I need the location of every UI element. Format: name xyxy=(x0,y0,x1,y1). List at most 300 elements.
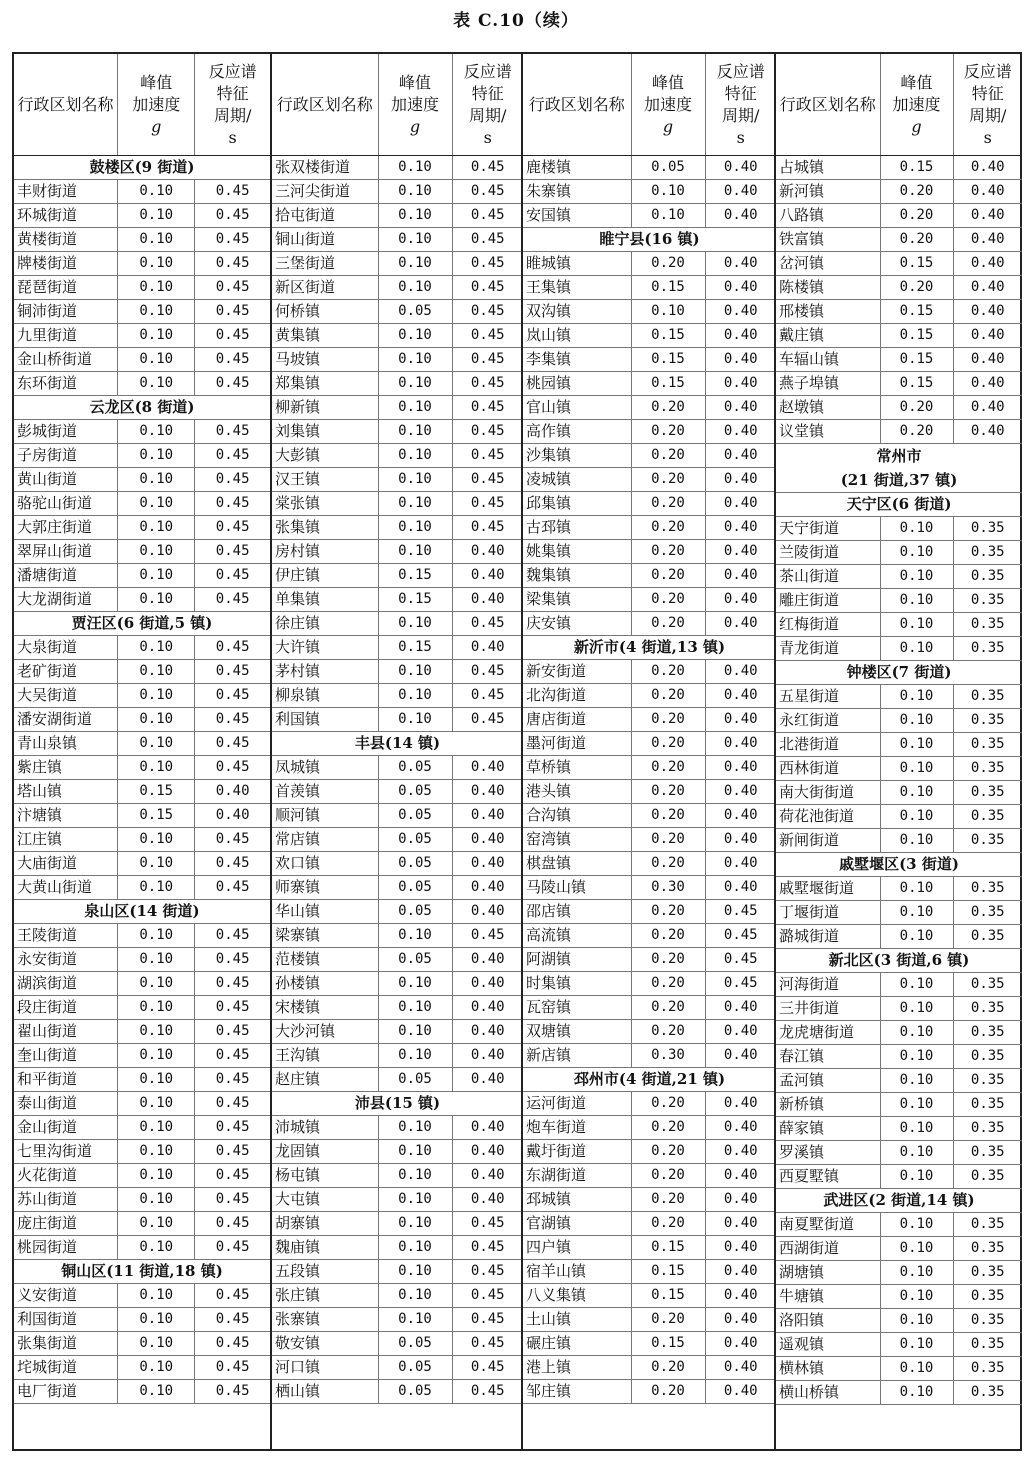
table-row xyxy=(776,709,1022,733)
characteristic-period-value: 0.40 xyxy=(452,852,523,876)
table-row xyxy=(272,444,523,468)
peak-acceleration-value: 0.20 xyxy=(631,852,705,876)
table-row xyxy=(523,1188,776,1212)
peak-acceleration-value: 0.15 xyxy=(378,564,452,588)
group-header-row xyxy=(523,1068,776,1092)
peak-acceleration-value: 0.10 xyxy=(880,1333,953,1357)
peak-acceleration-value: 0.20 xyxy=(631,996,705,1020)
district-name: 合沟镇 xyxy=(523,804,631,828)
characteristic-period-value: 0.40 xyxy=(705,804,776,828)
characteristic-period-value: 0.40 xyxy=(452,564,523,588)
peak-acceleration-value: 0.15 xyxy=(118,780,195,804)
district-name: 西林街道 xyxy=(776,757,880,781)
district-name: 瓦窑镇 xyxy=(523,996,631,1020)
characteristic-period-value: 0.40 xyxy=(705,780,776,804)
district-name: 火花街道 xyxy=(14,1164,118,1188)
district-name: 青龙街道 xyxy=(776,637,880,661)
characteristic-period-value: 0.45 xyxy=(195,876,270,900)
district-name: 新闸街道 xyxy=(776,829,880,853)
table-row xyxy=(14,804,270,828)
characteristic-period-value: 0.40 xyxy=(705,156,776,180)
peak-acceleration-value: 0.15 xyxy=(631,276,705,300)
table-row xyxy=(14,948,270,972)
group-title: 新沂市(4 街道,13 镇) xyxy=(523,636,776,660)
characteristic-period-value: 0.45 xyxy=(452,516,523,540)
table-row xyxy=(776,1309,1022,1333)
peak-acceleration-value: 0.20 xyxy=(880,396,953,420)
characteristic-period-value: 0.40 xyxy=(705,1164,776,1188)
characteristic-period-value: 0.45 xyxy=(195,1140,270,1164)
peak-acceleration-value: 0.20 xyxy=(631,612,705,636)
district-name: 丰财街道 xyxy=(14,180,118,204)
peak-acceleration-value: 0.05 xyxy=(378,804,452,828)
characteristic-period-value: 0.45 xyxy=(452,1308,523,1332)
peak-acceleration-value: 0.10 xyxy=(118,1044,195,1068)
peak-acceleration-value: 0.05 xyxy=(378,1068,452,1092)
district-name: 大庙街道 xyxy=(14,852,118,876)
district-name: 棋盘镇 xyxy=(523,852,631,876)
table-section xyxy=(776,54,1022,1405)
table-row xyxy=(776,781,1022,805)
table-row xyxy=(776,372,1022,396)
peak-acceleration-value: 0.15 xyxy=(631,348,705,372)
group-title: 鼓楼区(9 街道) xyxy=(14,156,270,180)
district-name: 郑集镇 xyxy=(272,372,378,396)
peak-acceleration-value: 0.10 xyxy=(118,996,195,1020)
peak-acceleration-value: 0.10 xyxy=(118,276,195,300)
group-header-row xyxy=(14,156,270,180)
characteristic-period-value: 0.35 xyxy=(953,925,1022,949)
table-row xyxy=(523,1140,776,1164)
header-period-line2: 特征 xyxy=(216,83,249,103)
peak-acceleration-value: 0.10 xyxy=(118,684,195,708)
header-period-line1: 反应谱 xyxy=(963,61,1012,81)
seismic-parameter-table xyxy=(12,52,1022,1451)
characteristic-period-value: 0.45 xyxy=(705,900,776,924)
peak-acceleration-value: 0.10 xyxy=(880,1165,953,1189)
district-name: 敬安镇 xyxy=(272,1332,378,1356)
district-name: 大龙湖街道 xyxy=(14,588,118,612)
characteristic-period-value: 0.40 xyxy=(705,1092,776,1116)
district-name: 塔山镇 xyxy=(14,780,118,804)
characteristic-period-value: 0.45 xyxy=(452,300,523,324)
district-name: 八义集镇 xyxy=(523,1284,631,1308)
table-row xyxy=(14,1164,270,1188)
district-name: 和平街道 xyxy=(14,1068,118,1092)
characteristic-period-value: 0.40 xyxy=(705,324,776,348)
district-name: 伊庄镇 xyxy=(272,564,378,588)
table-row xyxy=(272,780,523,804)
table-row xyxy=(523,1284,776,1308)
peak-acceleration-value: 0.10 xyxy=(378,156,452,180)
table-row xyxy=(272,180,523,204)
peak-acceleration-value: 0.20 xyxy=(631,1188,705,1212)
district-name: 高流镇 xyxy=(523,924,631,948)
characteristic-period-value: 0.35 xyxy=(953,901,1022,925)
table-row xyxy=(272,708,523,732)
table-row xyxy=(272,972,523,996)
table-row xyxy=(14,684,270,708)
characteristic-period-value: 0.45 xyxy=(195,540,270,564)
table-row xyxy=(272,900,523,924)
table-row xyxy=(272,1068,523,1092)
header-characteristic-period xyxy=(705,54,776,156)
group-header-row xyxy=(14,612,270,636)
table-row xyxy=(523,444,776,468)
district-name: 河口镇 xyxy=(272,1356,378,1380)
peak-acceleration-value: 0.30 xyxy=(631,876,705,900)
characteristic-period-value: 0.45 xyxy=(195,1212,270,1236)
table-row xyxy=(776,925,1022,949)
characteristic-period-value: 0.45 xyxy=(195,996,270,1020)
table-row xyxy=(523,684,776,708)
characteristic-period-value: 0.45 xyxy=(195,828,270,852)
table-row xyxy=(14,1284,270,1308)
characteristic-period-value: 0.40 xyxy=(452,876,523,900)
table-row xyxy=(14,588,270,612)
characteristic-period-value: 0.35 xyxy=(953,1213,1022,1237)
district-name: 沛城镇 xyxy=(272,1116,378,1140)
district-name: 邱集镇 xyxy=(523,492,631,516)
characteristic-period-value: 0.45 xyxy=(195,1044,270,1068)
peak-acceleration-value: 0.10 xyxy=(880,1285,953,1309)
district-name: 子房街道 xyxy=(14,444,118,468)
group-title: 戚墅堰区(3 街道) xyxy=(776,853,1022,877)
header-name xyxy=(272,54,378,156)
characteristic-period-value: 0.40 xyxy=(452,900,523,924)
table-row xyxy=(523,996,776,1020)
district-name: 湖滨街道 xyxy=(14,972,118,996)
characteristic-period-value: 0.40 xyxy=(705,732,776,756)
district-name: 七里沟街道 xyxy=(14,1140,118,1164)
district-name: 兰陵街道 xyxy=(776,541,880,565)
characteristic-period-value: 0.45 xyxy=(452,1284,523,1308)
peak-acceleration-value: 0.10 xyxy=(378,1212,452,1236)
district-name: 孟河镇 xyxy=(776,1069,880,1093)
district-name: 西湖街道 xyxy=(776,1237,880,1261)
characteristic-period-value: 0.45 xyxy=(195,1236,270,1260)
district-name: 天宁街道 xyxy=(776,517,880,541)
characteristic-period-value: 0.40 xyxy=(705,684,776,708)
header-period-line3: 周期/ xyxy=(969,105,1007,125)
table-row xyxy=(776,637,1022,661)
header-row xyxy=(776,54,1022,156)
district-name: 利国镇 xyxy=(272,708,378,732)
table-row xyxy=(776,1333,1022,1357)
table-row xyxy=(523,468,776,492)
district-name: 垞城街道 xyxy=(14,1356,118,1380)
district-name: 张寨镇 xyxy=(272,1308,378,1332)
table-row xyxy=(272,324,523,348)
peak-acceleration-value: 0.10 xyxy=(880,1261,953,1285)
group-title: 沛县(15 镇) xyxy=(272,1092,523,1116)
table-row xyxy=(272,852,523,876)
characteristic-period-value: 0.45 xyxy=(195,324,270,348)
peak-acceleration-value: 0.20 xyxy=(631,1020,705,1044)
characteristic-period-value: 0.40 xyxy=(452,948,523,972)
district-name: 荷花池街道 xyxy=(776,805,880,829)
header-period-line3: 周期/ xyxy=(722,105,760,125)
table-row xyxy=(272,396,523,420)
table-section xyxy=(523,54,776,1404)
district-name: 横山桥镇 xyxy=(776,1381,880,1405)
district-name: 黄山街道 xyxy=(14,468,118,492)
peak-acceleration-value: 0.15 xyxy=(631,372,705,396)
characteristic-period-value: 0.40 xyxy=(705,876,776,900)
characteristic-period-value: 0.45 xyxy=(195,1164,270,1188)
district-name: 大吴街道 xyxy=(14,684,118,708)
characteristic-period-value: 0.40 xyxy=(452,804,523,828)
table-row xyxy=(14,996,270,1020)
table-row xyxy=(523,300,776,324)
peak-acceleration-value: 0.15 xyxy=(631,1260,705,1284)
district-name: 利国街道 xyxy=(14,1308,118,1332)
district-name: 沙集镇 xyxy=(523,444,631,468)
peak-acceleration-value: 0.20 xyxy=(631,492,705,516)
district-name: 翠屏山街道 xyxy=(14,540,118,564)
characteristic-period-value: 0.40 xyxy=(705,372,776,396)
district-name: 梁寨镇 xyxy=(272,924,378,948)
table-row xyxy=(14,492,270,516)
table-row xyxy=(272,1164,523,1188)
characteristic-period-value: 0.40 xyxy=(705,612,776,636)
district-name: 骆驼山街道 xyxy=(14,492,118,516)
header-period-unit: s xyxy=(983,127,992,147)
district-name: 邳城镇 xyxy=(523,1188,631,1212)
characteristic-period-value: 0.45 xyxy=(452,444,523,468)
table-section xyxy=(14,54,270,1404)
peak-acceleration-value: 0.10 xyxy=(880,997,953,1021)
characteristic-period-value: 0.40 xyxy=(705,204,776,228)
characteristic-period-value: 0.35 xyxy=(953,541,1022,565)
characteristic-period-value: 0.35 xyxy=(953,637,1022,661)
peak-acceleration-value: 0.10 xyxy=(378,1044,452,1068)
district-name: 红梅街道 xyxy=(776,613,880,637)
header-peak-acceleration xyxy=(880,54,953,156)
table-row xyxy=(272,996,523,1020)
characteristic-period-value: 0.40 xyxy=(705,1332,776,1356)
district-name: 龙固镇 xyxy=(272,1140,378,1164)
characteristic-period-value: 0.35 xyxy=(953,1117,1022,1141)
district-name: 何桥镇 xyxy=(272,300,378,324)
group-title: 邳州市(4 街道,21 镇) xyxy=(523,1068,776,1092)
characteristic-period-value: 0.40 xyxy=(953,204,1022,228)
peak-acceleration-value: 0.20 xyxy=(631,1164,705,1188)
group-title: 天宁区(6 街道) xyxy=(776,493,1022,517)
peak-acceleration-value: 0.10 xyxy=(880,733,953,757)
table-row xyxy=(776,877,1022,901)
peak-acceleration-value: 0.10 xyxy=(378,204,452,228)
table-row xyxy=(776,228,1022,252)
city-title xyxy=(776,444,1022,493)
district-name: 新店镇 xyxy=(523,1044,631,1068)
group-header-row xyxy=(14,900,270,924)
table-row xyxy=(776,1213,1022,1237)
table-row xyxy=(14,1140,270,1164)
characteristic-period-value: 0.40 xyxy=(953,420,1022,444)
characteristic-period-value: 0.40 xyxy=(705,1188,776,1212)
header-name xyxy=(523,54,631,156)
table-row xyxy=(523,1020,776,1044)
characteristic-period-value: 0.45 xyxy=(452,1332,523,1356)
district-name: 琵琶街道 xyxy=(14,276,118,300)
header-name xyxy=(776,54,880,156)
table-row xyxy=(776,252,1022,276)
peak-acceleration-value: 0.10 xyxy=(378,660,452,684)
header-period-line1: 反应谱 xyxy=(716,61,765,81)
characteristic-period-value: 0.40 xyxy=(705,1308,776,1332)
table-row xyxy=(14,1188,270,1212)
district-name: 五星街道 xyxy=(776,685,880,709)
table-row xyxy=(272,876,523,900)
table-row xyxy=(776,1045,1022,1069)
district-name: 岚山镇 xyxy=(523,324,631,348)
characteristic-period-value: 0.45 xyxy=(452,1236,523,1260)
characteristic-period-value: 0.40 xyxy=(705,396,776,420)
district-name: 汉王镇 xyxy=(272,468,378,492)
peak-acceleration-value: 0.15 xyxy=(631,1332,705,1356)
peak-acceleration-value: 0.10 xyxy=(378,348,452,372)
characteristic-period-value: 0.45 xyxy=(195,708,270,732)
characteristic-period-value: 0.45 xyxy=(452,468,523,492)
district-name: 湖塘镇 xyxy=(776,1261,880,1285)
peak-acceleration-value: 0.10 xyxy=(118,1068,195,1092)
peak-acceleration-value: 0.20 xyxy=(631,1308,705,1332)
district-name: 柳新镇 xyxy=(272,396,378,420)
district-name: 段庄街道 xyxy=(14,996,118,1020)
characteristic-period-value: 0.45 xyxy=(195,348,270,372)
table-row xyxy=(523,1164,776,1188)
district-name: 栖山镇 xyxy=(272,1380,378,1404)
peak-acceleration-value: 0.10 xyxy=(378,180,452,204)
peak-acceleration-value: 0.10 xyxy=(378,708,452,732)
characteristic-period-value: 0.45 xyxy=(195,1116,270,1140)
table-row xyxy=(776,973,1022,997)
peak-acceleration-value: 0.10 xyxy=(118,1332,195,1356)
peak-acceleration-value: 0.10 xyxy=(118,924,195,948)
group-title: 新北区(3 街道,6 镇) xyxy=(776,949,1022,973)
peak-acceleration-value: 0.05 xyxy=(378,780,452,804)
header-peak-acceleration xyxy=(118,54,195,156)
table-row xyxy=(523,348,776,372)
table-row xyxy=(523,924,776,948)
header-pga-unit: g xyxy=(409,116,421,136)
characteristic-period-value: 0.40 xyxy=(452,828,523,852)
characteristic-period-value: 0.40 xyxy=(452,1020,523,1044)
table-row xyxy=(14,1020,270,1044)
characteristic-period-value: 0.45 xyxy=(195,1284,270,1308)
characteristic-period-value: 0.40 xyxy=(452,1188,523,1212)
characteristic-period-value: 0.45 xyxy=(195,756,270,780)
characteristic-period-value: 0.35 xyxy=(953,1069,1022,1093)
table-row xyxy=(776,1357,1022,1381)
table-row xyxy=(523,828,776,852)
table-row xyxy=(14,516,270,540)
characteristic-period-value: 0.35 xyxy=(953,1165,1022,1189)
characteristic-period-value: 0.45 xyxy=(452,660,523,684)
group-title: 泉山区(14 街道) xyxy=(14,900,270,924)
table-row xyxy=(776,613,1022,637)
peak-acceleration-value: 0.10 xyxy=(880,565,953,589)
characteristic-period-value: 0.35 xyxy=(953,1285,1022,1309)
peak-acceleration-value: 0.10 xyxy=(378,924,452,948)
district-name: 李集镇 xyxy=(523,348,631,372)
peak-acceleration-value: 0.10 xyxy=(880,925,953,949)
district-name: 胡寨镇 xyxy=(272,1212,378,1236)
table-row xyxy=(272,252,523,276)
characteristic-period-value: 0.45 xyxy=(195,252,270,276)
characteristic-period-value: 0.40 xyxy=(452,1116,523,1140)
characteristic-period-value: 0.40 xyxy=(953,252,1022,276)
table-row xyxy=(272,1332,523,1356)
district-name: 炮车街道 xyxy=(523,1116,631,1140)
peak-acceleration-value: 0.05 xyxy=(378,1356,452,1380)
table-row xyxy=(272,612,523,636)
peak-acceleration-value: 0.10 xyxy=(118,252,195,276)
peak-acceleration-value: 0.15 xyxy=(880,372,953,396)
peak-acceleration-value: 0.10 xyxy=(378,612,452,636)
district-name: 双沟镇 xyxy=(523,300,631,324)
table-row xyxy=(272,1380,523,1404)
peak-acceleration-value: 0.10 xyxy=(118,1356,195,1380)
characteristic-period-value: 0.40 xyxy=(705,1140,776,1164)
header-pga-line1: 峰值 xyxy=(398,72,431,92)
district-name: 范楼镇 xyxy=(272,948,378,972)
peak-acceleration-value: 0.10 xyxy=(378,996,452,1020)
table-row xyxy=(272,564,523,588)
district-name: 陈楼镇 xyxy=(776,276,880,300)
peak-acceleration-value: 0.20 xyxy=(631,756,705,780)
district-name: 徐庄镇 xyxy=(272,612,378,636)
peak-acceleration-value: 0.20 xyxy=(631,660,705,684)
peak-acceleration-value: 0.20 xyxy=(631,708,705,732)
district-name: 马陵山镇 xyxy=(523,876,631,900)
group-header-row xyxy=(272,1092,523,1116)
header-name xyxy=(14,54,118,156)
district-name: 魏庙镇 xyxy=(272,1236,378,1260)
peak-acceleration-value: 0.10 xyxy=(118,660,195,684)
table-row xyxy=(776,805,1022,829)
table-row xyxy=(523,324,776,348)
table-row xyxy=(272,828,523,852)
characteristic-period-value: 0.45 xyxy=(195,204,270,228)
district-name: 时集镇 xyxy=(523,972,631,996)
peak-acceleration-value: 0.20 xyxy=(880,228,953,252)
table-section xyxy=(272,54,523,1404)
district-name: 议堂镇 xyxy=(776,420,880,444)
table-row xyxy=(272,1260,523,1284)
table-row xyxy=(14,780,270,804)
district-name: 刘集镇 xyxy=(272,420,378,444)
table-row xyxy=(776,685,1022,709)
table-row xyxy=(14,924,270,948)
district-name: 首羡镇 xyxy=(272,780,378,804)
city-header-row xyxy=(776,444,1022,493)
characteristic-period-value: 0.40 xyxy=(705,1212,776,1236)
table-row xyxy=(14,660,270,684)
district-name: 王沟镇 xyxy=(272,1044,378,1068)
peak-acceleration-value: 0.20 xyxy=(631,444,705,468)
district-name: 铜山街道 xyxy=(272,228,378,252)
table-row xyxy=(523,516,776,540)
peak-acceleration-value: 0.10 xyxy=(118,204,195,228)
characteristic-period-value: 0.40 xyxy=(953,300,1022,324)
peak-acceleration-value: 0.20 xyxy=(880,204,953,228)
peak-acceleration-value: 0.15 xyxy=(880,156,953,180)
table-row xyxy=(523,1212,776,1236)
table-row xyxy=(523,420,776,444)
group-header-row xyxy=(776,661,1022,685)
